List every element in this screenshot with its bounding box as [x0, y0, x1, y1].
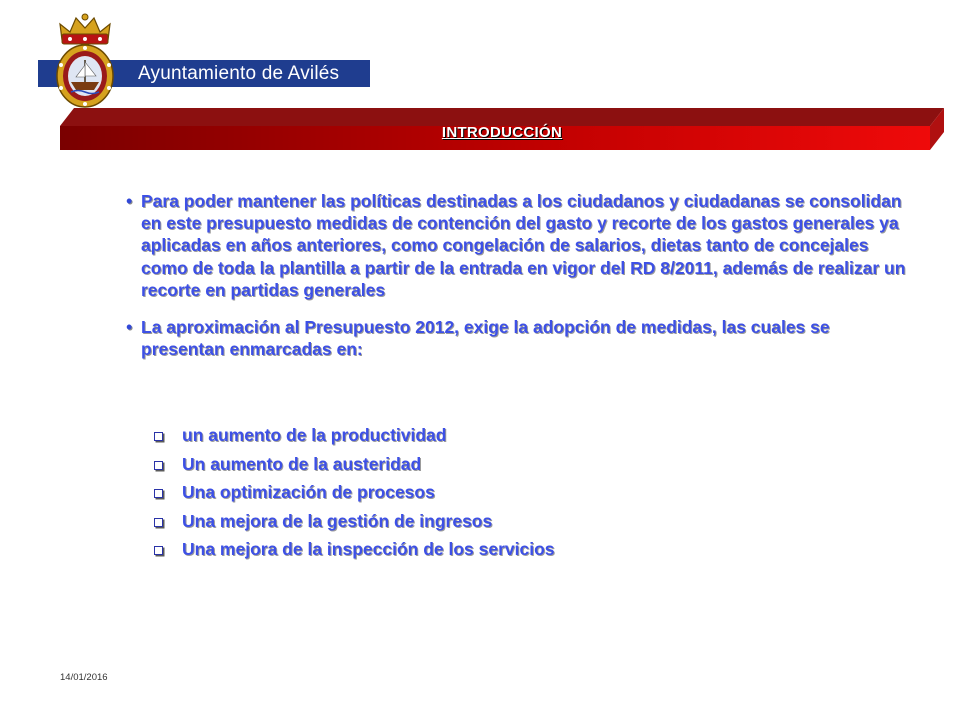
checkbox-bullet-icon [154, 546, 163, 555]
measure-text: Una mejora de la inspección de los servicios [182, 539, 555, 559]
measure-text: Una mejora de la gestión de ingresos [182, 510, 493, 531]
checkbox-bullet-icon [154, 432, 163, 441]
list-item [154, 424, 555, 453]
list-item [154, 510, 555, 539]
footer-date: 14/01/2016 [60, 672, 108, 683]
checkbox-bullet-icon [154, 461, 163, 470]
measures-list [154, 424, 555, 567]
bullet-list [100, 190, 910, 375]
bullet-marker: • [126, 191, 133, 211]
page-title: INTRODUCCIÓN [441, 124, 563, 141]
org-name: Ayuntamiento de Avilés [138, 63, 340, 84]
measure-text: Un aumento de la austeridad [182, 453, 422, 474]
measure-text: Una optimización de procesos [182, 482, 435, 502]
checkbox-bullet-icon [154, 518, 163, 527]
bullet-text: Para poder mantener las políticas destinadas a los ciudadanos y ciudadanas se consolidan en este presupuesto medidas de contención del gasto y recorte de los gastos generales ya aplicadas en años anteriores, como congelación de salarios, dietas tanto de concejales como de toda la plantilla a partir de la entrada en vigor del RD 8/2011, además de realizar un recorte en partidas generales [141, 191, 906, 300]
bullet-text: La aproximación al Presupuesto 2012, exige la adopción de medidas, las cuales se presentan enmarcadas en: [141, 317, 830, 360]
list-item [100, 316, 910, 360]
list-item [154, 453, 555, 482]
checkbox-bullet-icon [154, 489, 163, 498]
measure-text: un aumento de la productividad [182, 425, 447, 445]
crest-icon [40, 10, 130, 110]
list-item [154, 538, 555, 567]
list-item [100, 190, 910, 301]
list-item [154, 481, 555, 510]
bullet-marker: • [126, 317, 133, 338]
